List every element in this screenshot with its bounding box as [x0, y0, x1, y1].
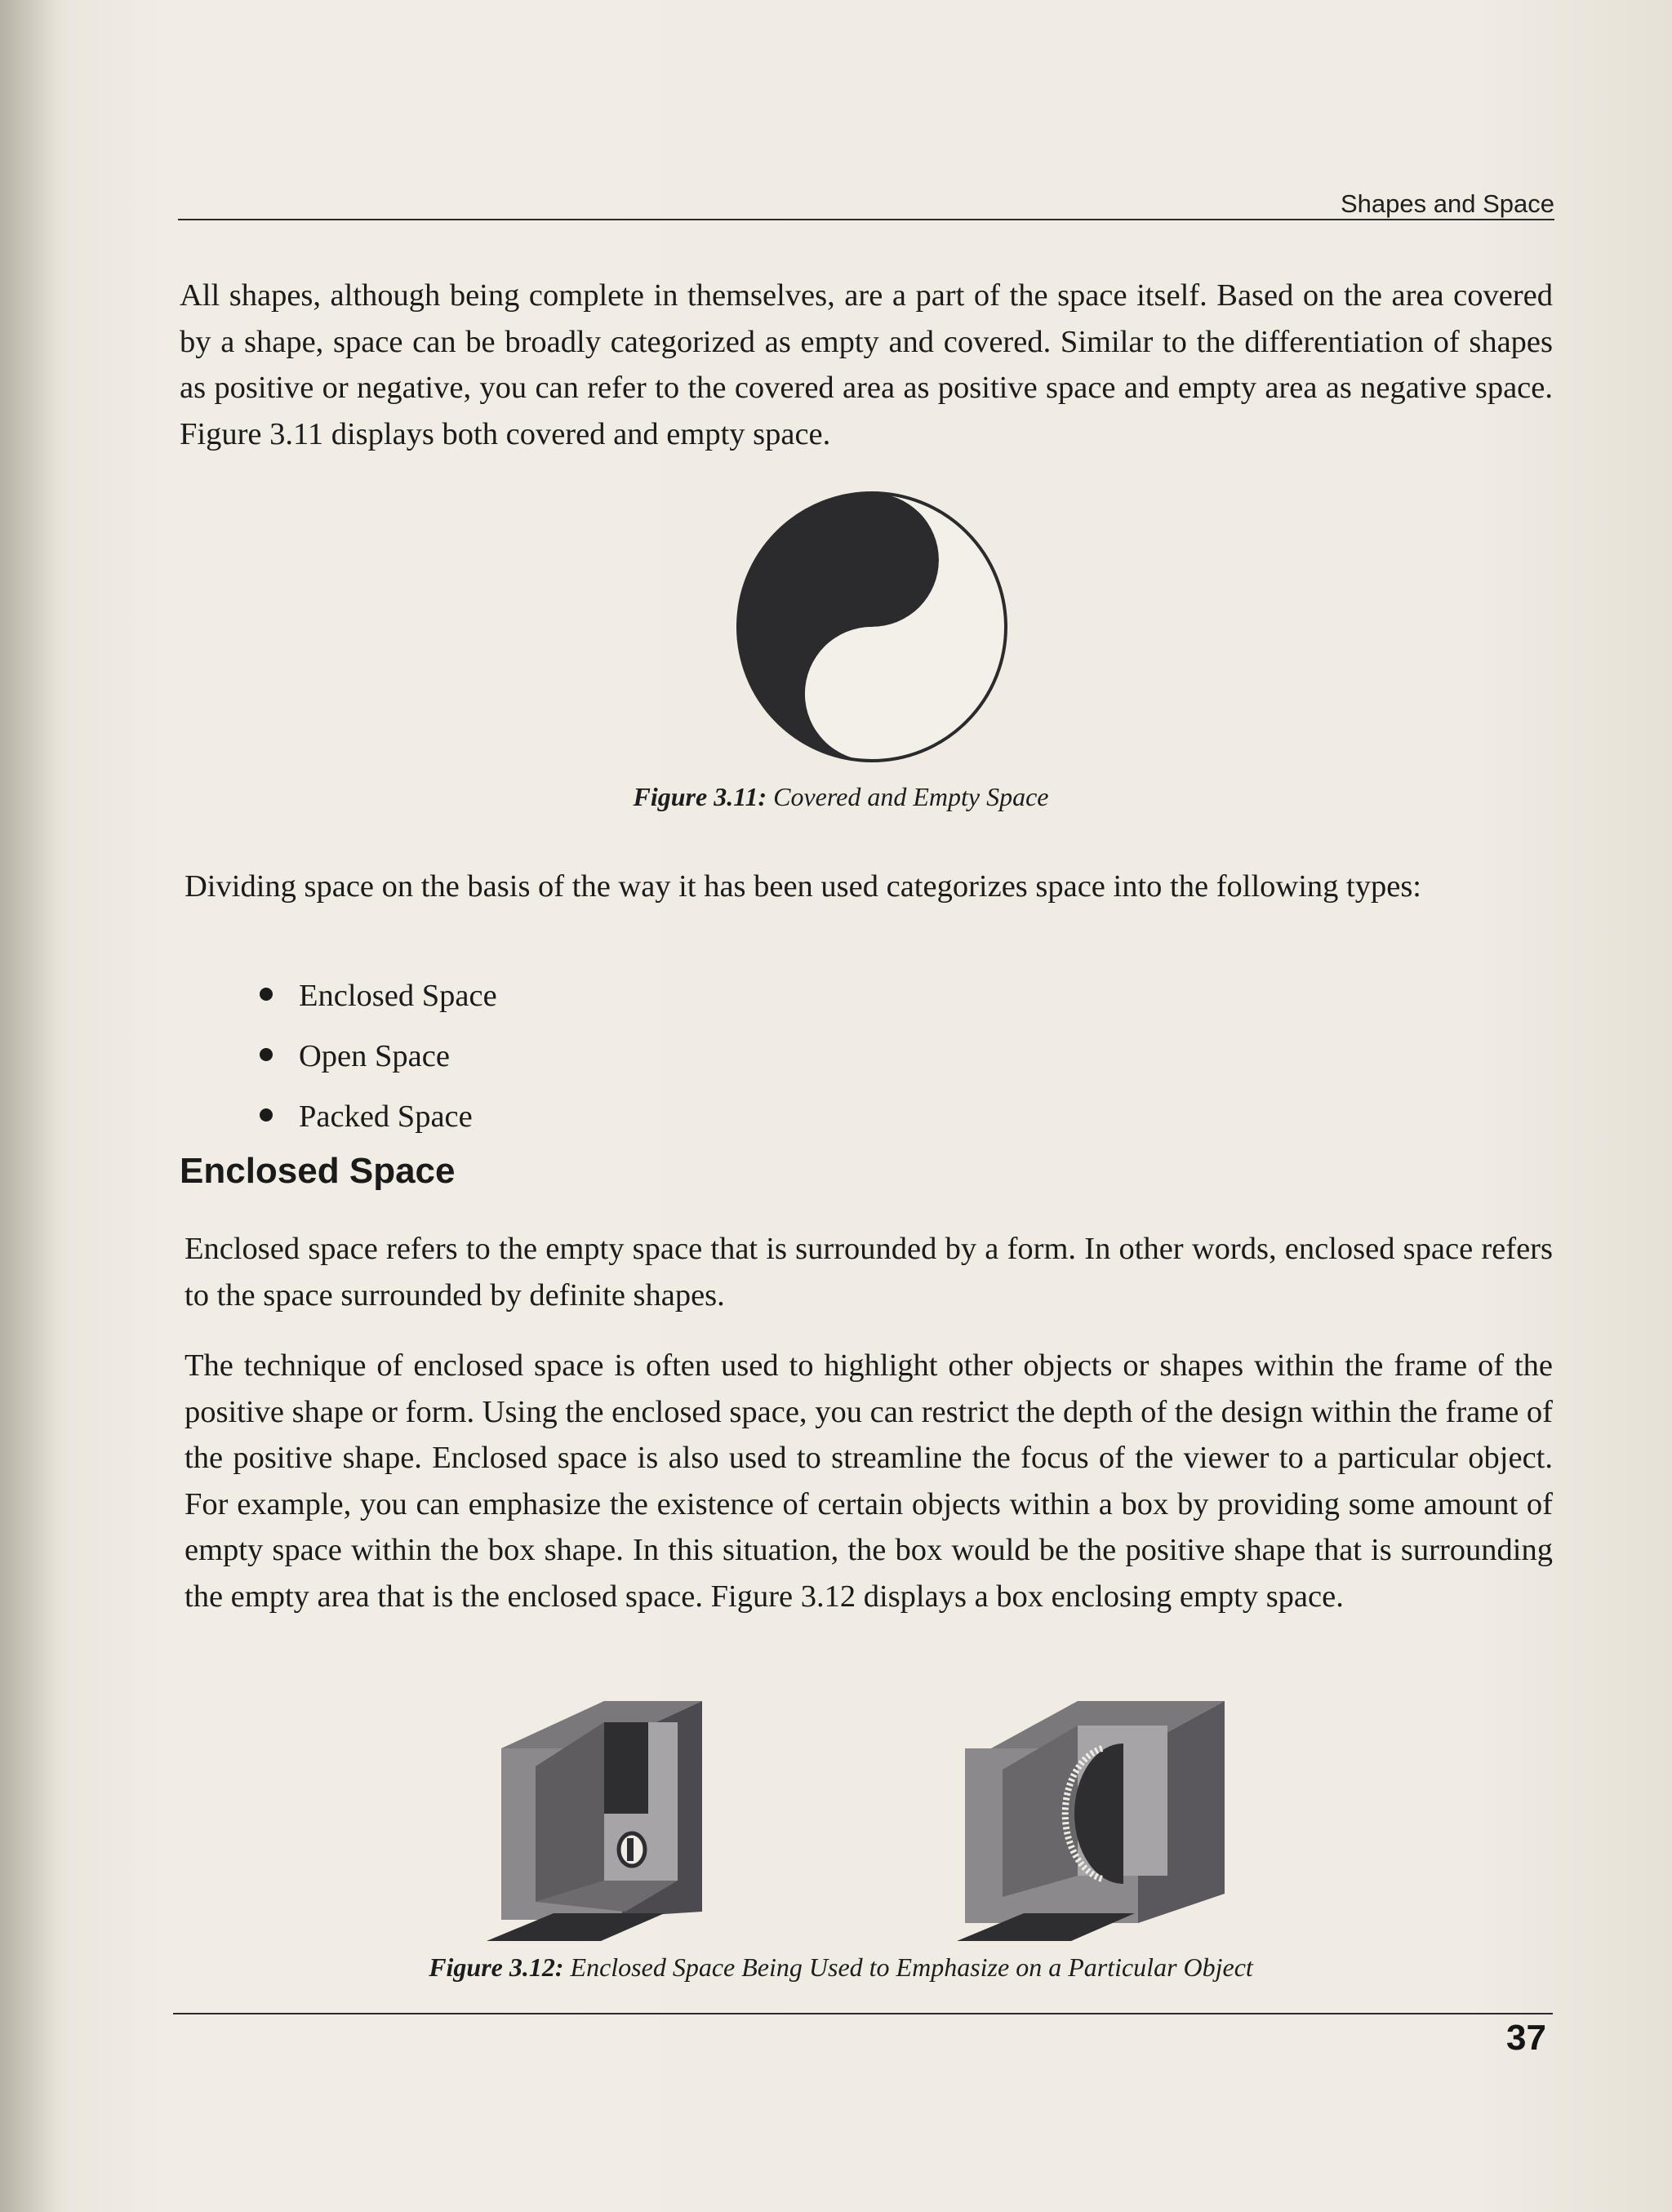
footer-rule — [173, 2013, 1553, 2014]
bullet-icon — [260, 1048, 273, 1061]
left-box — [487, 1701, 702, 1941]
enclosed-technique-paragraph: The technique of enclosed space is often used to highlight other objects or shapes within the frame of the positive shape or form. Using the enclosed space, you can restrict the depth of the design within the frame of the positive shape. Enclosed space is also used to streamline the focus of the viewer to a particular object. For example, you can emphasize the existence of certain objects within a box by providing some amount of empty space within the box shape. In this situation, the box would be the positive shape that is surrounding the empty area that is the enclosed space. Figure 3.12 displays a box enclosing empty space. — [185, 1348, 1553, 1614]
enclosed-box-figure — [478, 1698, 1230, 1943]
running-head: Shapes and Space — [1341, 189, 1554, 218]
section-heading: Enclosed Space — [180, 1151, 456, 1191]
left-box-back-window — [604, 1722, 648, 1814]
figure-3-12-label: Figure 3.12: — [429, 1952, 564, 1982]
right-box — [957, 1701, 1225, 1941]
types-intro-paragraph: Dividing space on the basis of the way it has been used categorizes space into the following types: — [185, 869, 1421, 904]
figure-3-11-title: Covered and Empty Space — [773, 782, 1049, 811]
figure-3-12-caption — [261, 1952, 1421, 1983]
list-item-label: Open Space — [299, 1039, 450, 1073]
yin-yang-figure — [735, 490, 1009, 764]
bullet-icon — [260, 988, 273, 1001]
list-item — [260, 1026, 497, 1086]
figure-3-11-label: Figure 3.11: — [633, 782, 767, 811]
binding-shadow — [0, 0, 57, 2212]
header-rule — [178, 219, 1554, 220]
page-number: 37 — [1506, 2018, 1546, 2058]
list-item-label: Enclosed Space — [299, 979, 497, 1013]
list-item — [260, 1086, 497, 1147]
figure-3-11-caption — [490, 782, 1192, 812]
list-item-label: Packed Space — [299, 1099, 473, 1134]
left-box-object-core — [627, 1838, 634, 1861]
list-item — [260, 966, 497, 1026]
enclosed-definition-paragraph: Enclosed space refers to the empty space that is surrounded by a form. In other words, enclosed space refers to the space surrounded by definite shapes. — [185, 1232, 1553, 1313]
bullet-icon — [260, 1108, 273, 1122]
figure-3-12-title: Enclosed Space Being Used to Emphasize on a Particular Object — [570, 1952, 1253, 1982]
intro-paragraph: All shapes, although being complete in themselves, are a part of the space itself. Based on the area covered by a shape, space can be broadly categorized as empty and covered. Similar to the differentiation of shapes as positive or negative, you can refer to the covered area as positive space and empty area as negative space. Figure 3.11 displays both covered and empty space. — [180, 278, 1553, 451]
space-types-list — [260, 966, 497, 1147]
